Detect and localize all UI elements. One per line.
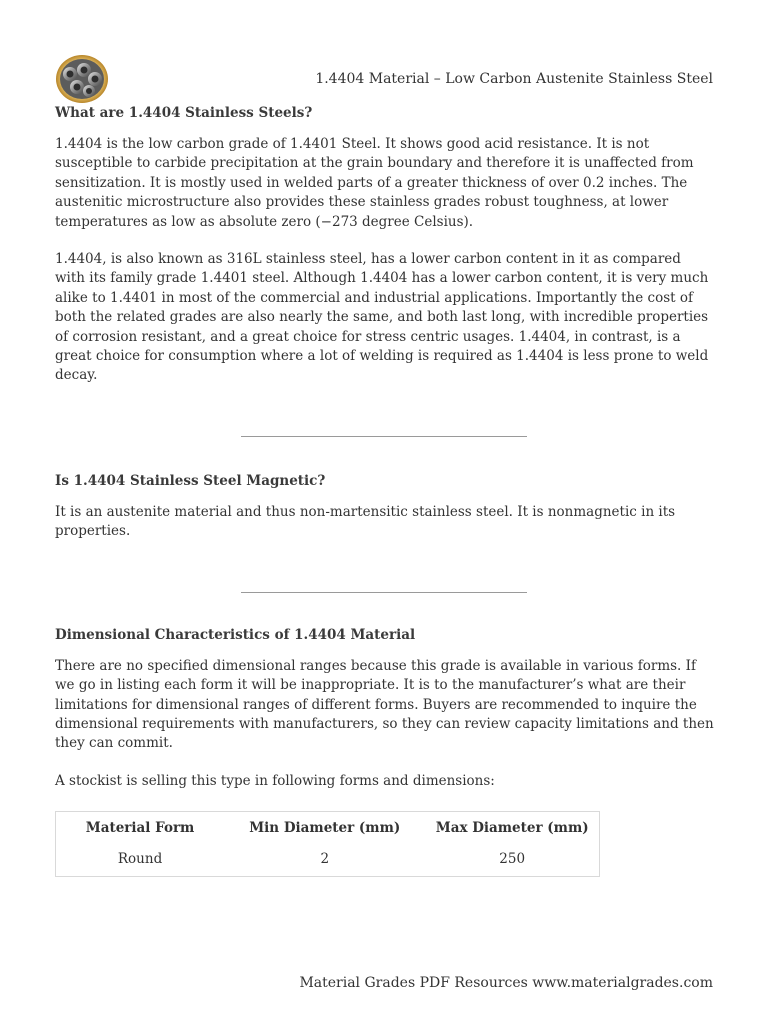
paragraph: There are no specified dimensional ranges because this grade is available in various forms. If we go in listing each form it will be inappropriate. It is to the manufacturer’s what are their limitations for dimensional ranges of different forms. Buyers are recommended to inquire the dimensional requirements with manufacturers, so they can review capacity limitations and then they can commit. xyxy=(55,657,714,752)
section-what-are xyxy=(55,103,715,386)
pipes-logo-icon xyxy=(55,54,109,104)
table-header-row xyxy=(56,812,600,844)
section-heading: Is 1.4404 Stainless Steel Magnetic? xyxy=(55,472,326,489)
column-header: Min Diameter (mm) xyxy=(249,820,401,837)
section-magnetic xyxy=(55,471,715,542)
section-heading: What are 1.4404 Stainless Steels? xyxy=(55,105,313,121)
table-cell: Round xyxy=(117,851,163,868)
document-body xyxy=(55,103,715,877)
table-cell: 2 xyxy=(320,851,330,868)
column-header: Material Form xyxy=(85,820,195,837)
document-title: 1.4404 Material – Low Carbon Austenite Stainless Steel xyxy=(315,71,713,87)
section-heading: Dimensional Characteristics of 1.4404 Material xyxy=(55,626,416,643)
dimensions-table xyxy=(55,811,600,877)
horizontal-divider xyxy=(241,592,527,593)
paragraph: 1.4404, is also known as 316L stainless steel, has a lower carbon content in it as compared with its family grade 1.4401 steel. Although 1.4404 has a lower carbon content, it is very much alike to 1.4401 in most of the commercial and industrial applications. Importantly the cost of both the related grades are also nearly the same, and both last long, with incredible properties of corrosion resistant, and a great choice for stress centric usages. 1.4404, in contrast, is a great choice for consumption where a lot of welding is required as 1.4404 is less prone to weld decay. xyxy=(55,251,709,384)
horizontal-divider xyxy=(241,436,527,437)
paragraph: A stockist is selling this type in following forms and dimensions: xyxy=(55,772,495,789)
paragraph: It is an austenite material and thus non-martensitic stainless steel. It is nonmagnetic in its properties. xyxy=(55,503,676,540)
footer-text: Material Grades PDF Resources www.materialgrades.com xyxy=(299,975,713,991)
section-dimensional xyxy=(55,625,715,791)
column-header: Max Diameter (mm) xyxy=(435,820,589,837)
table-cell: 250 xyxy=(499,851,526,868)
paragraph: 1.4404 is the low carbon grade of 1.4401 Steel. It shows good acid resistance. It is not susceptible to carbide precipitation at the grain boundary and therefore it is unaffected from sensitization. It is mostly used in welded parts of a greater thickness of over 0.2 inches. The austenitic microstructure also provides these stainless grades robust toughness, at lower temperatures as low as absolute zero (−273 degree Celsius). xyxy=(55,136,694,230)
table-row xyxy=(56,843,600,877)
